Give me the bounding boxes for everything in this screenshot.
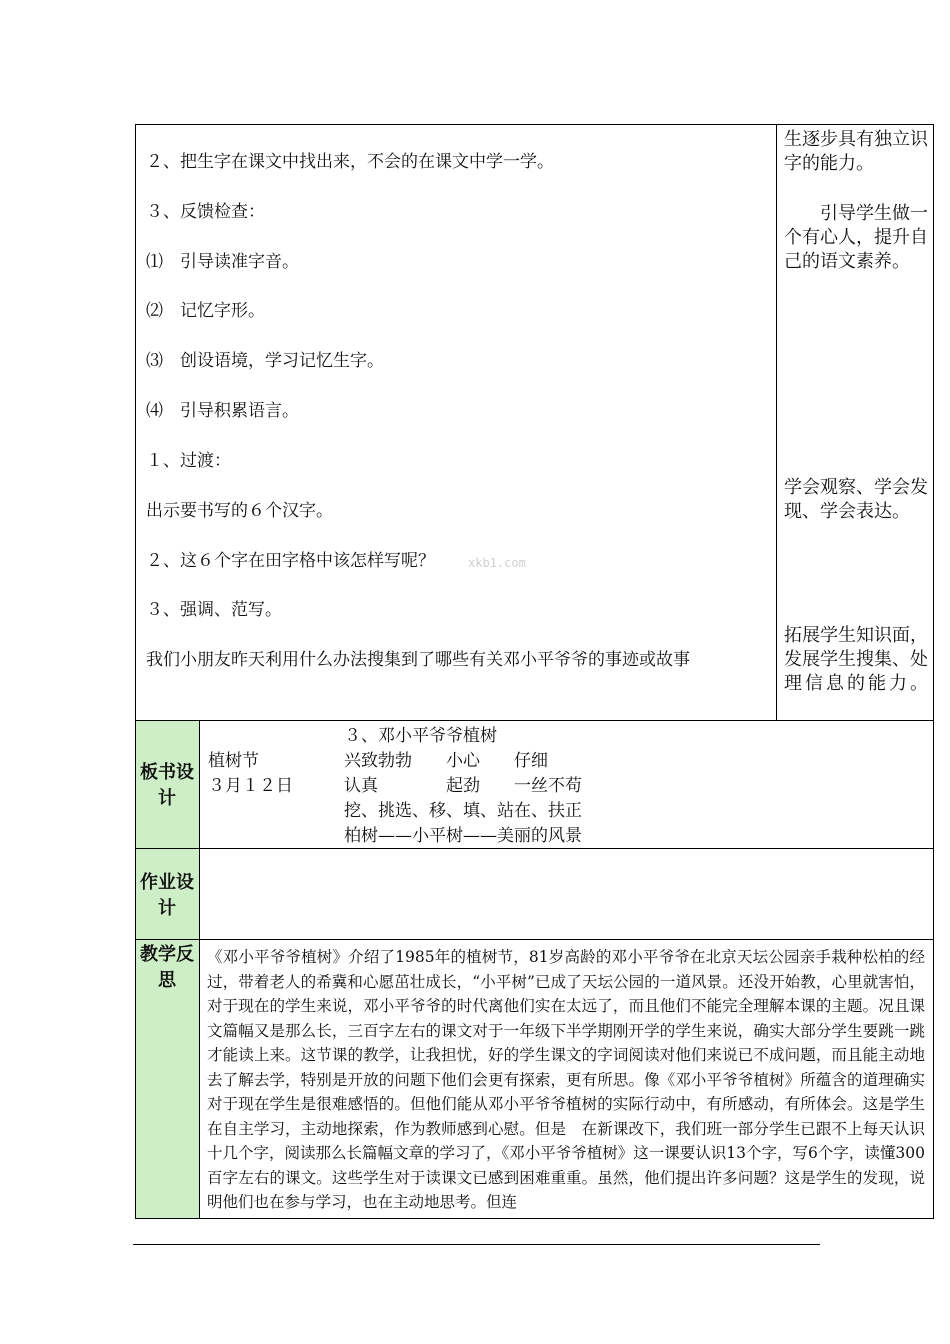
step-line: ⑶ 创设语境，学习记忆生字。 bbox=[146, 351, 384, 371]
table-left-border bbox=[135, 124, 136, 1219]
step-line: ２、把生字在课文中找出来，不会的在课文中学一学。 bbox=[146, 152, 554, 172]
footer-rule bbox=[133, 1244, 820, 1245]
step-line: １、过渡： bbox=[146, 451, 231, 471]
board-line: ３、邓小平爷爷植树 bbox=[208, 726, 497, 746]
table-row-divider bbox=[135, 939, 934, 940]
table-label-divider bbox=[199, 720, 200, 1219]
board-label: 板书设计 bbox=[140, 762, 194, 809]
table-right-border bbox=[933, 124, 934, 1219]
board-line: 柏树——小平树——美丽的风景 bbox=[208, 826, 582, 846]
step-line: 出示要书写的６个汉字。 bbox=[146, 501, 333, 521]
board-line: ３月１２日 认真 起劲 一丝不苟 bbox=[208, 776, 582, 796]
side-note: 引导学生做一个有心人，提升自己的语文素养。 bbox=[784, 203, 928, 272]
reflection-label: 教学反思 bbox=[140, 944, 194, 991]
side-note: 学会观察、学会发现、学会表达。 bbox=[784, 477, 928, 522]
step-line: ３、反馈检查： bbox=[146, 202, 265, 222]
table-column-divider bbox=[776, 124, 777, 721]
homework-label: 作业设计 bbox=[140, 872, 194, 919]
step-line: ⑴ 引导读准字音。 bbox=[146, 252, 299, 272]
table-bottom-border bbox=[135, 1218, 934, 1219]
step-line: ３、强调、范写。 bbox=[146, 600, 282, 620]
step-line: 我们小朋友昨天利用什么办法搜集到了哪些有关邓小平爷爷的事迹或故事 bbox=[146, 650, 690, 670]
step-line: ⑵ 记忆字形。 bbox=[146, 301, 265, 321]
step-line: ⑷ 引导积累语言。 bbox=[146, 401, 299, 421]
side-note: 拓展学生知识面，发展学生搜集、处理信息的能力。 bbox=[784, 625, 928, 694]
table-top-border bbox=[135, 124, 934, 125]
table-row-divider bbox=[135, 720, 934, 721]
side-note: 生逐步具有独立识字的能力。 bbox=[784, 129, 928, 174]
table-row-divider bbox=[135, 848, 934, 849]
watermark: xkb1.com bbox=[468, 556, 526, 570]
board-line: 挖、挑选、移、填、站在、扶正 bbox=[208, 801, 582, 821]
board-line: 植树节 兴致勃勃 小心 仔细 bbox=[208, 751, 548, 771]
step-line: ２、这６个字在田字格中该怎样写呢？ bbox=[146, 551, 435, 571]
reflection-text: 《邓小平爷爷植树》介绍了1985年的植树节，81岁高龄的邓小平爷爷在北京天坛公园亲手栽种松柏的经过，带着老人的希冀和心愿茁壮成长，“小平树”已成了天坛公园的一道风景。还没开始教，心里就害怕，对于现在的学生来说，邓小平爷爷的时代离他们实在太远了，而且他们不能完全理解本课的主题。况且课文篇幅又是那么长，三百字左右的课文对于一年级下半学期刚开学的学生来说，确实大部分学生要跳一跳才能读上来。这节课的教学，让我担忧，好的学生课文的字词阅读对他们来说已不成问题，而且能主动地去了解去学，特别是开放的问题下他们会更有探索，更有所思。像《邓小平爷爷植树》所蕴含的道理确实对于现在学生是很难感悟的。但他们能从邓小平爷爷植树的实际行动中，有所感动，有所体会。这是学生在自主学习，主动地探索，作为教师感到心慰。但是 在新课改下，我们班一部分学生已跟不上每天认识十几个字，阅读那么长篇幅文章的学习了，《邓小平爷爷植树》这一课要认识13个字，写6个字，读懂300百字左右的课文。这些学生对于读课文已感到困难重重。虽然，他们提出许多问题？这是学生的发现，说明他们也在参与学习，也在主动地思考。但连 bbox=[207, 948, 925, 1211]
